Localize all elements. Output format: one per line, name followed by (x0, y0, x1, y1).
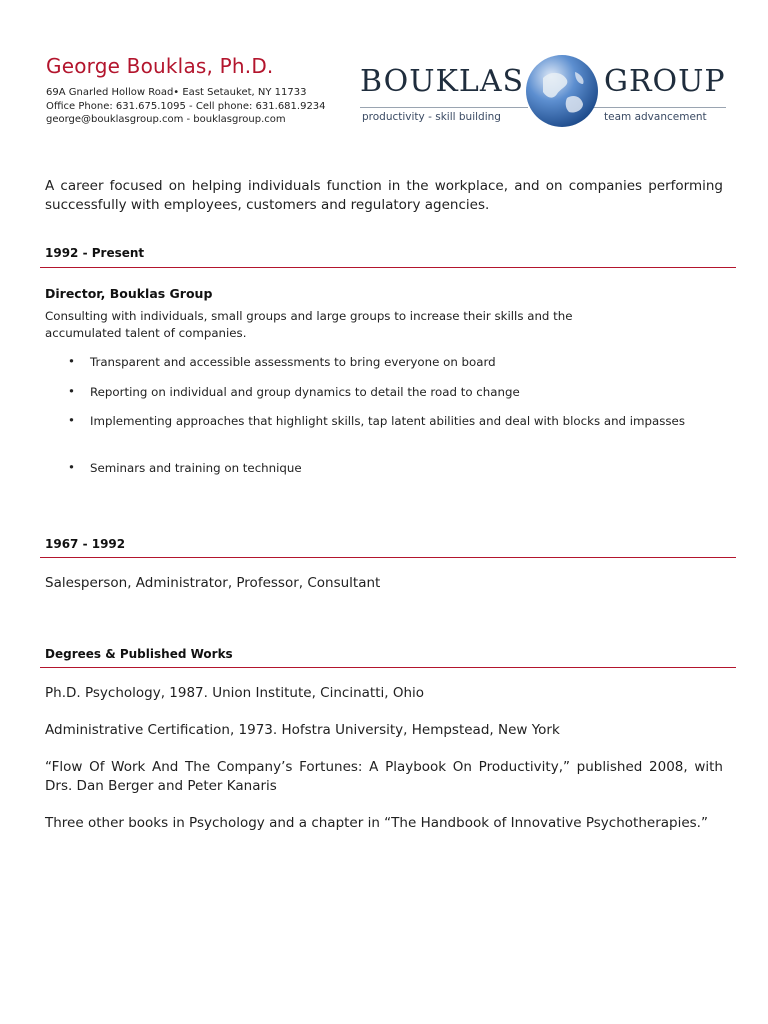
degree-item: Ph.D. Psychology, 1987. Union Institute, Cincinatti, Ohio (45, 685, 425, 701)
section-divider (40, 557, 736, 558)
bullet-icon: • (68, 354, 75, 368)
logo-rule-right (592, 107, 726, 108)
phone-line: Office Phone: 631.675.1095 - Cell phone: 631.681.9234 (46, 100, 326, 112)
person-name: George Bouklas, Ph.D. (46, 54, 274, 78)
section-divider (40, 667, 736, 668)
bullet-icon: • (68, 413, 75, 427)
bullet-icon: • (68, 460, 75, 474)
past-roles: Salesperson, Administrator, Professor, Consultant (45, 575, 381, 591)
degree-item: Administrative Certification, 1973. Hofstra University, Hempstead, New York (45, 722, 560, 738)
career-summary: A career focused on helping individuals function in the workplace, and on companies performing successfully with employees, customers and regulatory agencies. (45, 178, 723, 213)
section-divider (40, 267, 736, 268)
logo-rule-left (360, 107, 528, 108)
logo-tagline-right: team advancement (604, 111, 707, 123)
contact-block (46, 86, 326, 127)
publication-item: Three other books in Psychology and a chapter in “The Handbook of Innovative Psychotherapies.” (45, 815, 708, 831)
logo-word-group: GROUP (604, 64, 726, 99)
globe-icon (523, 52, 601, 130)
period-heading-past: 1967 - 1992 (45, 537, 126, 551)
period-heading-present: 1992 - Present (45, 246, 145, 260)
role-description: Consulting with individuals, small groups and large groups to increase their skills and the accumulated talent of companies. (45, 309, 573, 340)
publication-item: “Flow Of Work And The Company’s Fortunes: A Playbook On Productivity,” published 2008, with Drs. Dan Berger and Peter Kanaris (45, 759, 723, 794)
bouklas-group-logo (360, 52, 726, 130)
bullet-icon: • (68, 384, 75, 398)
resume-page: George Bouklas, Ph.D. 69A Gnarled Hollow Road• East Setauket, NY 11733 Office Phone: 631.675.1095 - Cell phone: 631.681.9234 george@bouklasgroup.com - bouklasgroup.com BOUKLAS GROUP productivity - skill building team advancement A career focused on helping individuals function in the workplace, and on companies performing successfully with employees, customers and regulatory agencies. 1992 - Present Director, Bouklas Group Consulting with individuals, small groups and large groups to increase their skills and the accumulated talent of companies. • Transparent and accessible assessments to bring everyone on board • Reporting on individual and group dynamics to detail the road to change • Implementing approaches that highlight skills, tap latent abilities and deal with blocks and impasses • Seminars and training on technique 1967 - 1992 Salesperson, Administrator, Professor, Consultant Degrees & Published Works Ph.D. Psychology, 1987. Union Institute, Cincinatti, Ohio Administrative Certification, 1973. Hofstra University, Hempstead, New York “Flow Of Work And The Company’s Fortunes: A Playbook On Productivity,” published 2008, with Drs. Dan Berger and Peter Kanaris Three other books in Psychology and a chapter in “The Handbook of Innovative Psychotherapies.” (0, 0, 768, 1024)
logo-word-bouklas: BOUKLAS (360, 64, 525, 99)
address-line: 69A Gnarled Hollow Road• East Setauket, NY 11733 (46, 87, 307, 98)
email-web-line: george@bouklasgroup.com - bouklasgroup.com (46, 114, 286, 125)
degrees-heading: Degrees & Published Works (45, 647, 233, 661)
logo-tagline-left: productivity - skill building (362, 111, 501, 123)
role-title: Director, Bouklas Group (45, 286, 213, 301)
